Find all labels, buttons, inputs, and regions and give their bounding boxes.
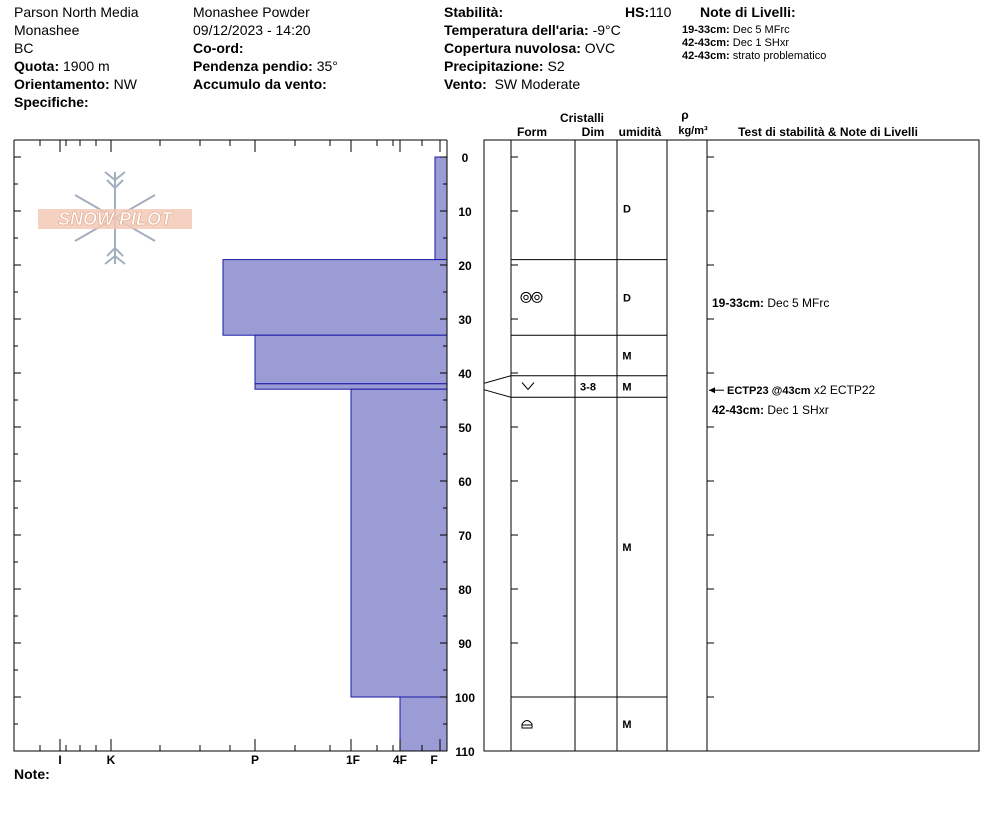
melt-freeze-icon [524, 295, 528, 299]
sky-label: Copertura nuvolosa: [444, 40, 581, 56]
size-header: Dim [581, 125, 605, 139]
aspect-label: Orientamento: [14, 76, 110, 92]
airtemp-value: -9°C [592, 22, 621, 38]
moisture-cell: M [622, 381, 632, 394]
depth-tick-label: 60 [458, 475, 472, 489]
depth-tick-label: 90 [458, 637, 472, 651]
hardness-tick-label: P [250, 753, 260, 767]
layer-note-range: 42-43cm: [682, 50, 730, 62]
layer-note-text: Dec 5 MFrc [732, 24, 790, 36]
layer-note-label [712, 403, 829, 417]
slope-value: 35° [316, 58, 338, 74]
depth-tick-label: 10 [458, 205, 472, 219]
layer-note-range: 19-33cm: [712, 295, 765, 310]
layer-connector-line [484, 390, 511, 398]
hardness-bar [255, 335, 447, 384]
surface-hoar-icon [522, 383, 534, 390]
stability-test-label [727, 383, 876, 397]
form-header: Form [517, 125, 547, 139]
hs-value: 110 [649, 4, 672, 20]
hardness-tick-label: I [58, 753, 62, 767]
melt-freeze-icon [535, 295, 539, 299]
sky-value: OVC [584, 40, 616, 56]
melt-freeze-icon [521, 292, 531, 302]
depth-tick-label: 70 [458, 529, 472, 543]
layer-notes-title-text: Note di Livelli: [700, 4, 796, 20]
depth-tick-label: 80 [458, 583, 472, 597]
profile-layer-group [223, 157, 447, 751]
depth-tick-label: 30 [458, 313, 472, 327]
moisture-cell: D [623, 292, 631, 305]
snowpilot-logo-text-group [38, 209, 192, 229]
elevation-label: Quota: [14, 58, 60, 74]
size-cell: 3-8 [580, 381, 596, 394]
location-name: Monashee Powder [193, 4, 310, 20]
org-name: Parson North Media [14, 4, 139, 20]
moisture-cell: M [622, 719, 632, 731]
wind-label: Vento: [444, 76, 487, 92]
hardness-tick-label: 4F [392, 753, 408, 767]
rho-header: ρ [681, 108, 689, 122]
airtemp-label: Temperatura dell'aria: [444, 22, 589, 38]
moisture-header: umidità [618, 125, 662, 139]
hardness-bar [255, 384, 447, 389]
hardness-bar [223, 260, 447, 336]
region-name: Monashee [14, 22, 80, 38]
stability-label: Stabilità: [444, 4, 504, 20]
depth-hoar-icon [522, 721, 532, 729]
notes-header: Test di stabilità & Note di Livelli [738, 125, 918, 139]
footer-notes-label: Note: [14, 766, 50, 782]
depth-tick-label: 20 [458, 259, 472, 273]
layer-note-text: Dec 5 MFrc [764, 295, 830, 310]
melt-freeze-icon [532, 292, 542, 302]
hardness-tick-label: K [106, 753, 116, 767]
notes-group [709, 296, 876, 417]
moisture-cell: D [623, 203, 631, 216]
precip-label: Precipitazione: [444, 58, 544, 74]
moisture-cell: M [622, 350, 632, 363]
hardness-tick-label: 1F [345, 753, 361, 767]
stability-test-extra: x2 ECTP22 [810, 383, 876, 398]
layer-note-range: 42-43cm: [682, 37, 730, 49]
layer-connector-line [484, 376, 511, 384]
depth-tick-label: 40 [458, 367, 472, 381]
moisture-cell: M [622, 542, 632, 555]
hs-label: HS: [625, 4, 650, 20]
layer-note-range: 42-43cm: [712, 403, 765, 418]
table-group [484, 140, 979, 751]
layer-note-text: strato problematico [732, 50, 827, 62]
hardness-bar [435, 157, 447, 260]
wind-value: SW Moderate [494, 76, 581, 92]
crystals-header: Cristalli [559, 111, 605, 125]
windload-label: Accumulo da vento: [193, 76, 327, 92]
depth-tick-label: 50 [458, 421, 472, 435]
depth-tick-label: 100 [454, 691, 476, 705]
slope-label: Pendenza pendio: [193, 58, 313, 74]
layer-note-range: 19-33cm: [682, 24, 730, 36]
layer-note-text: Dec 1 SHxr [732, 37, 790, 49]
layer-note-text: Dec 1 SHxr [764, 403, 829, 418]
coords-label: Co-ord: [193, 40, 244, 56]
hardness-tick-label: F [430, 753, 438, 767]
hardness-bar [351, 389, 447, 697]
layer-note-label [712, 296, 829, 310]
table-frame [484, 140, 979, 751]
stability-test-result: ECTP23 @43cm [727, 385, 811, 398]
depth-tick-label: 110 [455, 745, 475, 759]
aspect-value: NW [113, 76, 137, 92]
elevation-value: 1900 m [63, 58, 110, 74]
datetime: 09/12/2023 - 14:20 [193, 22, 311, 38]
test-arrow-head [709, 387, 715, 393]
snowpilot-logo-text: SNOW PILOT [58, 209, 172, 229]
precip-value: S2 [547, 58, 565, 74]
density-header: kg/m³ [678, 125, 708, 137]
depth-tick-label: 0 [461, 151, 469, 165]
province-name: BC [14, 40, 34, 56]
specifics-label: Specifiche: [14, 94, 89, 110]
